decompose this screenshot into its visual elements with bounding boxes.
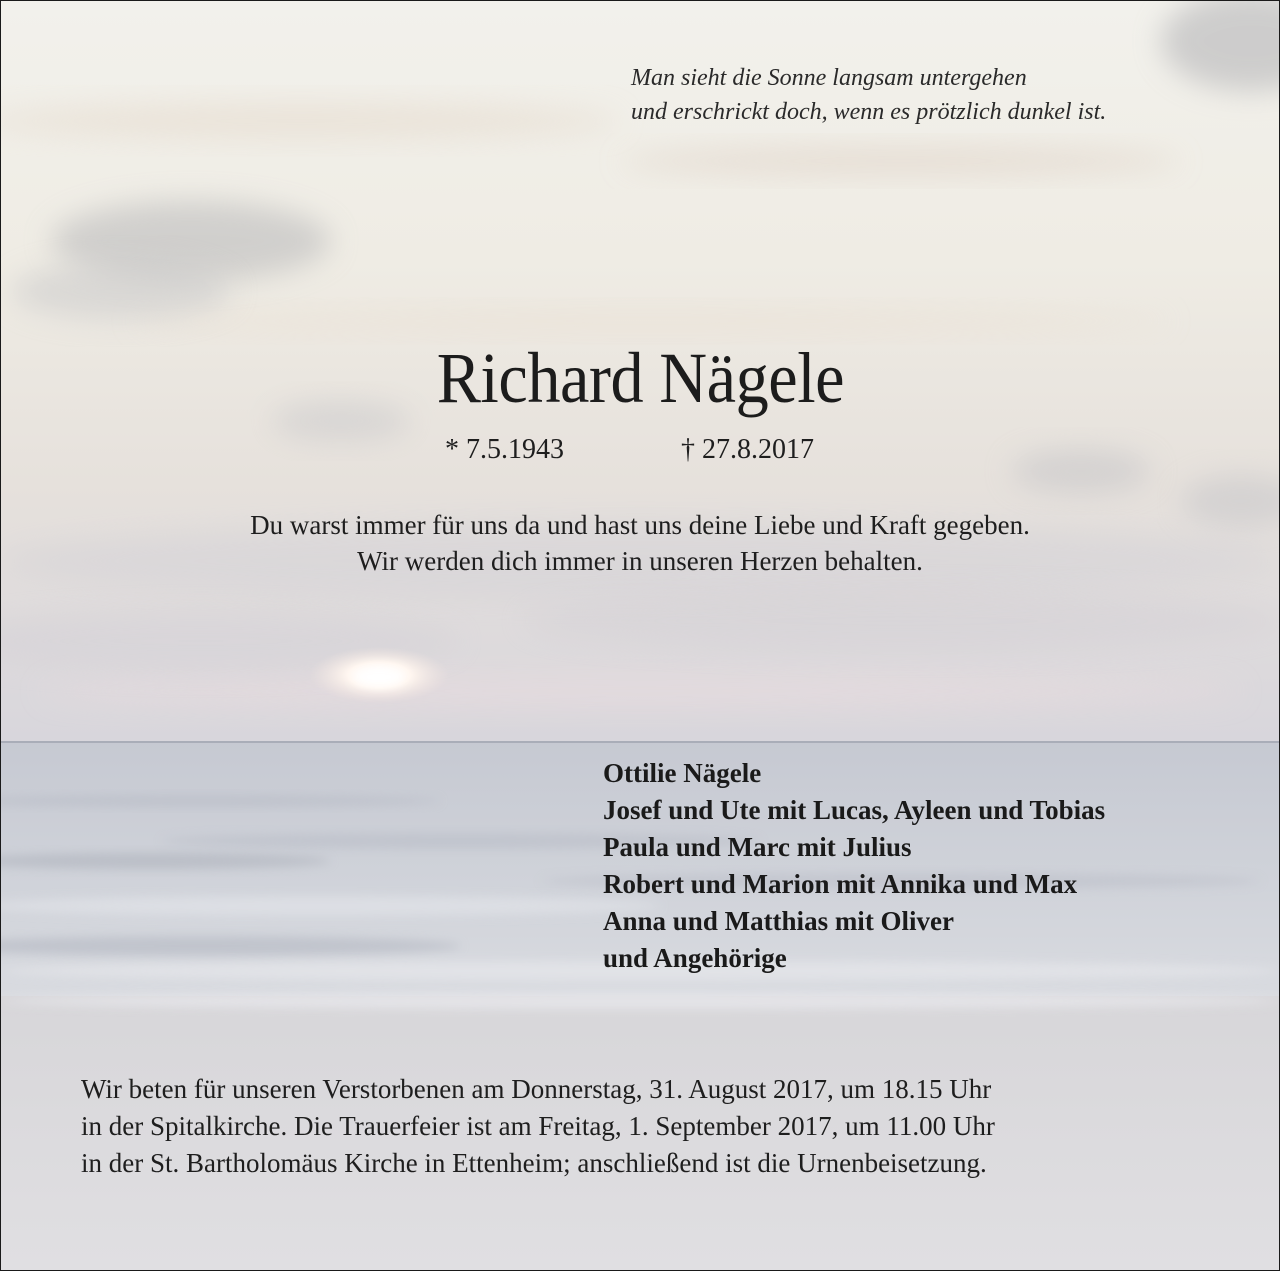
epitaph-quote xyxy=(631,61,1106,129)
quote-line: und erschrickt doch, wenn es prötzlich dunkel ist. xyxy=(631,99,1107,125)
notice-line: in der Spitalkirche. Die Trauerfeier ist am Freitag, 1. September 2017, um 11.00 Uhr xyxy=(81,1111,995,1141)
service-notice xyxy=(81,1071,995,1182)
tribute-line: Du warst immer für uns da und hast uns deine Liebe und Kraft gegeben. xyxy=(250,510,1030,540)
mourner-line: Paula und Marc mit Julius xyxy=(603,832,912,862)
mourner-line: Anna und Matthias mit Oliver xyxy=(603,906,955,936)
death-date: † 27.8.2017 xyxy=(681,434,814,465)
mourner-line: und Angehörige xyxy=(603,943,787,973)
tribute-text xyxy=(1,507,1279,579)
mourner-line: Josef und Ute mit Lucas, Ayleen und Tobias xyxy=(603,795,1106,825)
birth-date: * 7.5.1943 xyxy=(445,434,564,465)
tribute-line: Wir werden dich immer in unseren Herzen behalten. xyxy=(357,546,923,576)
notice-line: Wir beten für unseren Verstorbenen am Donnerstag, 31. August 2017, um 18.15 Uhr xyxy=(81,1074,992,1104)
notice-line: in der St. Bartholomäus Kirche in Ettenheim; anschließend ist die Urnenbeisetzung. xyxy=(81,1148,987,1178)
mourner-line: Robert und Marion mit Annika und Max xyxy=(603,869,1078,899)
deceased-name: Richard Nägele xyxy=(436,338,844,418)
mourner-line: Ottilie Nägele xyxy=(603,758,762,788)
quote-line: Man sieht die Sonne langsam untergehen xyxy=(631,65,1027,91)
mourners-list xyxy=(603,755,1105,977)
